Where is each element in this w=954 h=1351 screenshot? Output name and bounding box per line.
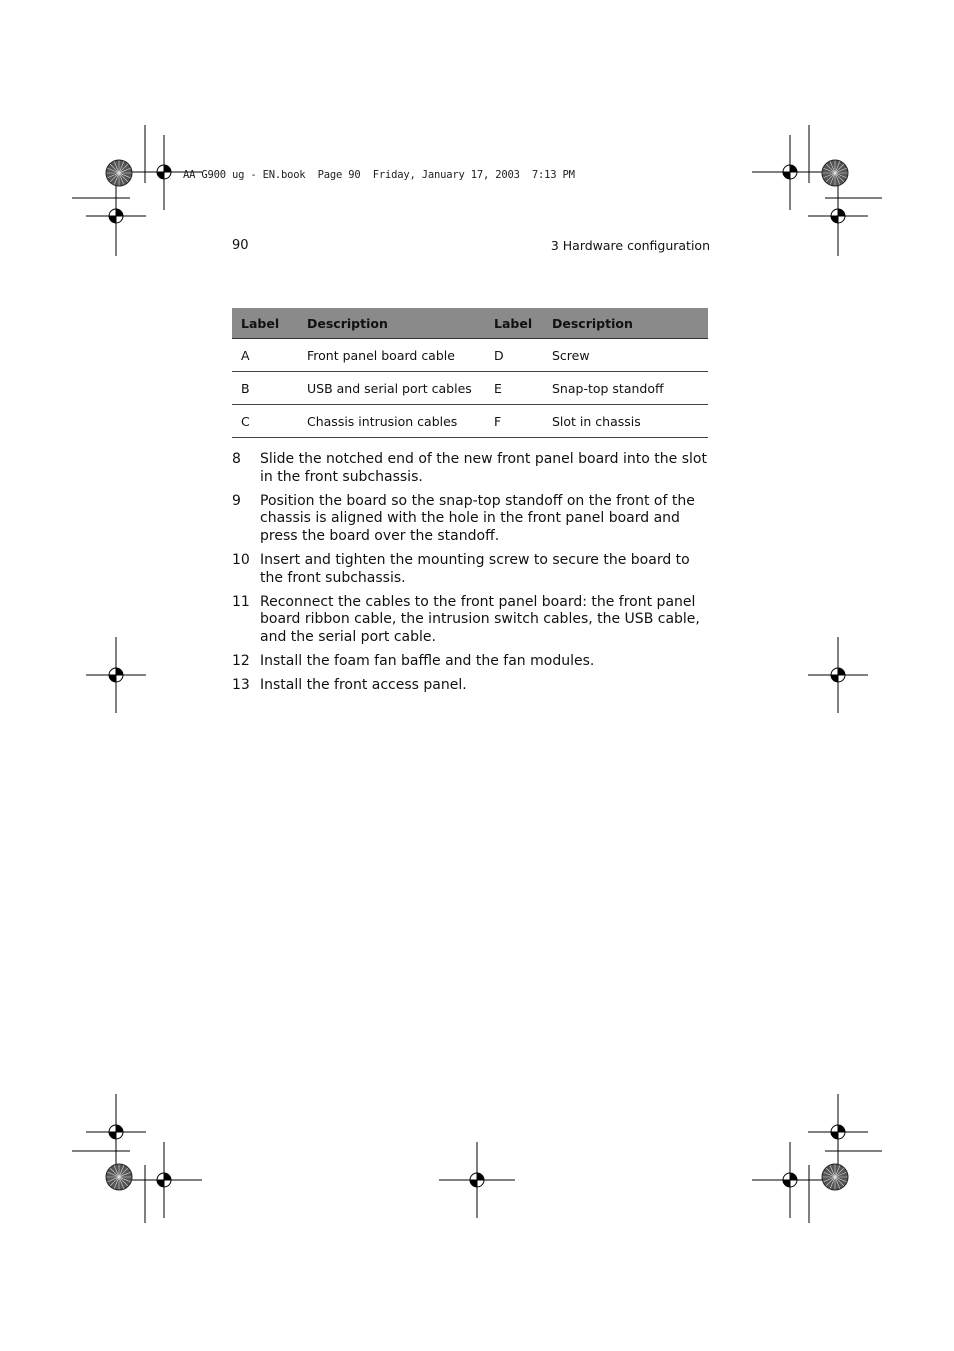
list-item	[232, 677, 710, 695]
table-cell: A	[232, 339, 298, 372]
print-slug: AA G900 ug - EN.book Page 90 Friday, January 17, 2003 7:13 PM	[183, 169, 575, 181]
table-cell: C	[232, 405, 298, 438]
table-cell: USB and serial port cables	[298, 372, 485, 405]
column-header: Label	[232, 308, 298, 339]
table-cell: Slot in chassis	[543, 405, 708, 438]
step-number: 12	[232, 652, 250, 669]
table-cell: Screw	[543, 339, 708, 372]
step-text: Install the foam fan baffle and the fan modules.	[260, 652, 595, 669]
step-text: Install the front access panel.	[260, 677, 467, 694]
step-number: 11	[232, 593, 250, 610]
list-item	[232, 594, 710, 647]
page-number: 90	[232, 238, 249, 253]
table-row	[232, 372, 708, 405]
table-cell: Chassis intrusion cables	[298, 405, 485, 438]
table-cell: Snap-top standoff	[543, 372, 708, 405]
list-item	[232, 451, 710, 486]
list-item	[232, 552, 710, 587]
step-number: 9	[232, 492, 241, 509]
list-item	[232, 653, 710, 671]
column-header: Description	[298, 308, 485, 339]
table-cell: F	[485, 405, 543, 438]
step-text: Reconnect the cables to the front panel board: the front panel board ribbon cable, the intrusion switch cables, the USB cable, and the serial port cable.	[260, 593, 700, 645]
table-cell: Front panel board cable	[298, 339, 485, 372]
step-number: 13	[232, 677, 250, 694]
column-header: Label	[485, 308, 543, 339]
table-row	[232, 405, 708, 438]
procedure-steps	[232, 451, 710, 701]
table-header-row	[232, 308, 708, 339]
list-item	[232, 493, 710, 546]
table-cell: D	[485, 339, 543, 372]
running-head: 3 Hardware configuration	[550, 238, 710, 253]
table-cell: E	[485, 372, 543, 405]
step-text: Position the board so the snap-top standoff on the front of the chassis is aligned with the hole in the front panel board and press the board over the standoff.	[260, 492, 695, 544]
table-cell: B	[232, 372, 298, 405]
step-text: Slide the notched end of the new front panel board into the slot in the front subchassis.	[260, 451, 707, 485]
step-text: Insert and tighten the mounting screw to secure the board to the front subchassis.	[260, 551, 690, 586]
table-row	[232, 339, 708, 372]
step-number: 10	[232, 551, 250, 568]
column-header: Description	[543, 308, 708, 339]
step-number: 8	[232, 451, 241, 467]
parts-table	[232, 308, 708, 438]
